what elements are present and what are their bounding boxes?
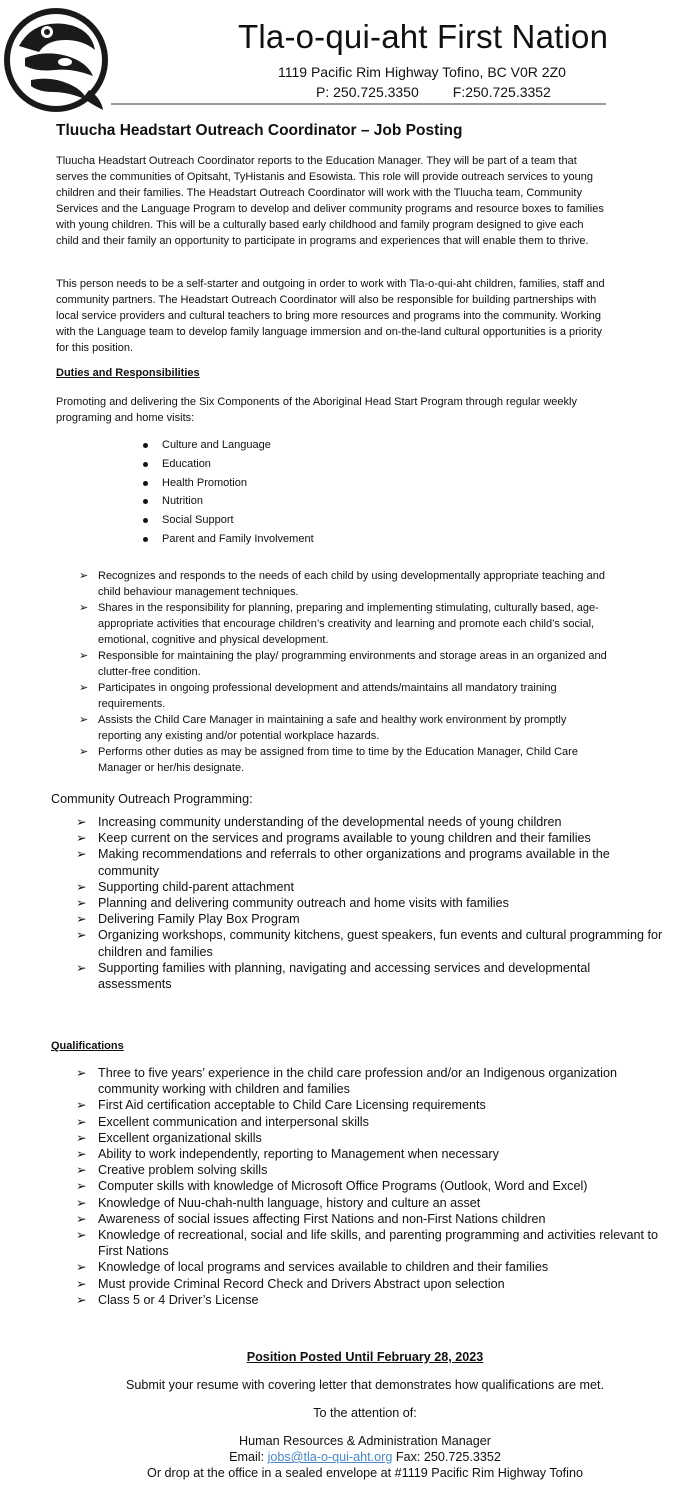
duties-intro: Promoting and delivering the Six Components of the Aboriginal Head Start Program through regular weekly programing and home visits:: [56, 396, 577, 424]
list-item: [76, 1178, 666, 1194]
list-item: [76, 1162, 666, 1178]
list-item-text: Participates in ongoing professional development and attends/maintains all mandatory training requirements.: [98, 682, 557, 710]
list-item: [76, 830, 666, 846]
list-item-text: Supporting child-parent attachment: [98, 879, 295, 894]
arrowhead-bullet-icon: ➢: [79, 570, 89, 582]
list-item: [76, 814, 666, 830]
list-item-text: Class 5 or 4 Driver’s License: [98, 1292, 259, 1307]
qualifications-heading: Qualifications: [51, 1040, 124, 1052]
duties-heading: Duties and Responsibilities: [56, 367, 200, 379]
list-item: [76, 1065, 666, 1097]
arrowhead-bullet-icon: ➢: [79, 602, 89, 614]
email-label: Email:: [229, 1450, 265, 1464]
arrowhead-bullet-icon: ➢: [76, 879, 87, 894]
arrowhead-bullet-icon: ➢: [76, 1147, 87, 1162]
arrowhead-bullet-icon: ➢: [76, 912, 87, 927]
list-item: [76, 1259, 666, 1275]
arrowhead-bullet-icon: ➢: [76, 1098, 87, 1113]
list-item: [79, 568, 609, 600]
list-item: [76, 960, 666, 992]
org-contact: [316, 84, 585, 100]
list-item: [76, 895, 666, 911]
intro-paragraph-1: Tluucha Headstart Outreach Coordinator reports to the Education Manager. They will be part of a team that serves the communities of Opitsaht, TyHistanis and Esowista. This role will provide outreach services to young children and their families. The Headstart Outreach Coordinator will work with the Tluucha team, Community Services and the Language Program to develop and deliver community programs and resource boxes to families with young children. This will be a culturally based early childhood and family program designed to give each child and their family an opportunity to participate in programs and experiences that will enable them to thrive.: [56, 155, 604, 247]
contact-line: [0, 1450, 675, 1464]
arrowhead-bullet-icon: ➢: [76, 831, 87, 846]
arrowhead-bullet-icon: ➢: [76, 1276, 87, 1291]
arrowhead-bullet-icon: ➢: [76, 896, 87, 911]
org-phone: P: 250.725.3350: [316, 84, 419, 100]
list-item: Health Promotion: [140, 474, 314, 493]
list-item-text: First Aid certification acceptable to Child Care Licensing requirements: [98, 1098, 486, 1113]
job-title: Tluucha Headstart Outreach Coordinator – Job Posting: [56, 122, 463, 139]
submission-instructions: Submit your resume with covering letter that demonstrates how qualifications are met.: [125, 1378, 605, 1392]
org-address: 1119 Pacific Rim Highway Tofino, BC V0R 2Z0: [278, 64, 566, 80]
list-item-text: Delivering Family Play Box Program: [98, 912, 300, 927]
list-item-text: Must provide Criminal Record Check and Drivers Abstract upon selection: [98, 1276, 505, 1291]
arrowhead-bullet-icon: ➢: [76, 1292, 87, 1307]
arrowhead-bullet-icon: ➢: [76, 1130, 87, 1145]
list-item-text: Planning and delivering community outreach and home visits with families: [98, 896, 509, 911]
arrowhead-bullet-icon: ➢: [76, 960, 87, 975]
email-link[interactable]: jobs@tla-o-qui-aht.org: [267, 1450, 393, 1464]
list-item: [76, 1227, 666, 1259]
list-item-text: Shares in the responsibility for planning, preparing and implementing stimulating, culturally based, age-appropriate activities that encourage children’s creativity and learning and promote each child’s social, emotional, cognitive and physical development.: [98, 602, 599, 646]
arrowhead-bullet-icon: ➢: [76, 815, 87, 829]
list-item: Culture and Language: [140, 436, 314, 455]
list-item: [79, 600, 609, 648]
arrowhead-bullet-icon: ➢: [76, 1211, 87, 1226]
list-item: [76, 1292, 666, 1308]
drop-off-instructions: Or drop at the office in a sealed envelope at #1119 Pacific Rim Highway Tofino: [147, 1466, 583, 1480]
list-item-text: Excellent organizational skills: [98, 1130, 262, 1145]
arrowhead-bullet-icon: ➢: [76, 1179, 87, 1194]
logo-icon: [3, 6, 109, 114]
arrowhead-bullet-icon: ➢: [76, 1195, 87, 1210]
list-item: [76, 1114, 666, 1130]
arrowhead-bullet-icon: ➢: [79, 650, 89, 662]
org-fax: F:250.725.3352: [452, 84, 551, 100]
list-item: [76, 1195, 666, 1211]
list-item-text: Recognizes and responds to the needs of each child by using developmentally appropriate teaching and child behaviour management techniques.: [98, 570, 605, 598]
posting-deadline: Position Posted Until February 28, 2023: [246, 1350, 484, 1364]
duties-list: [79, 568, 609, 776]
list-item-text: Responsible for maintaining the play/ programming environments and storage areas in an organized and clutter-free condition.: [98, 650, 607, 678]
arrowhead-bullet-icon: ➢: [76, 1228, 87, 1243]
list-item: Parent and Family Involvement: [140, 530, 314, 549]
recipient-title: Human Resources & Administration Manager: [239, 1434, 491, 1448]
list-item-text: Three to five years’ experience in the child care profession and/or an Indigenous organization community working with children and families: [98, 1066, 617, 1097]
list-item: [76, 1146, 666, 1162]
list-item-text: Creative problem solving skills: [98, 1163, 268, 1178]
arrowhead-bullet-icon: ➢: [79, 682, 89, 694]
list-item: [76, 911, 666, 927]
fax-text: Fax: 250.725.3352: [395, 1450, 501, 1464]
list-item-text: Making recommendations and referrals to other organizations and programs available in the community: [98, 847, 610, 878]
list-item: [76, 927, 666, 959]
list-item: [79, 712, 609, 744]
arrowhead-bullet-icon: ➢: [76, 847, 87, 862]
list-item: Nutrition: [140, 492, 314, 511]
list-item-text: Knowledge of local programs and services available to children and their families: [98, 1260, 549, 1275]
list-item: [76, 1097, 666, 1113]
list-item-text: Ability to work independently, reporting to Management when necessary: [98, 1147, 499, 1162]
list-item-text: Awareness of social issues affecting First Nations and non-First Nations children: [98, 1211, 546, 1226]
list-item: [76, 846, 666, 878]
list-item-text: Computer skills with knowledge of Microsoft Office Programs (Outlook, Word and Excel): [98, 1179, 588, 1194]
list-item-text: Supporting families with planning, navigating and accessing services and developmental assessments: [98, 960, 591, 992]
list-item-text: Increasing community understanding of the developmental needs of young children: [98, 815, 562, 829]
outreach-heading: Community Outreach Programming:: [51, 792, 253, 806]
list-item-text: Assists the Child Care Manager in maintaining a safe and healthy work environment by promptly reporting any existing and/or potential workplace hazards.: [98, 714, 567, 742]
list-item-text: Excellent communication and interpersonal skills: [98, 1114, 369, 1129]
arrowhead-bullet-icon: ➢: [76, 1066, 87, 1080]
list-item: [79, 680, 609, 712]
list-item-text: Organizing workshops, community kitchens, guest speakers, fun events and cultural programming for children and families: [98, 928, 663, 959]
org-name: Tla-o-qui-aht First Nation: [238, 18, 609, 55]
list-item: Social Support: [140, 511, 314, 530]
list-item: [79, 648, 609, 680]
list-item: Education: [140, 455, 314, 474]
list-item: [79, 744, 609, 776]
outreach-list: [76, 814, 666, 992]
intro-paragraph-2: This person needs to be a self-starter and outgoing in order to work with Tla-o-qui-aht children, families, staff and community partners. The Headstart Outreach Coordinator will also be responsible for building partnerships with local service providers and cultural teachers to bring more resources and programs into the community. Working with the Language team to develop family language immersion and on-the-land cultural opportunities is a priority for this position.: [56, 278, 605, 354]
list-item-text: Knowledge of recreational, social and life skills, and parenting programming and activities relevant to First Nations: [98, 1228, 659, 1259]
arrowhead-bullet-icon: ➢: [76, 1114, 87, 1129]
header-divider: [111, 103, 606, 105]
list-item: [76, 1211, 666, 1227]
list-item: [76, 879, 666, 895]
attention-line: To the attention of:: [313, 1406, 417, 1420]
list-item-text: Knowledge of Nuu-chah-nulth language, history and culture an asset: [98, 1195, 481, 1210]
arrowhead-bullet-icon: ➢: [76, 928, 87, 943]
qualifications-list: [76, 1065, 666, 1308]
list-item: [76, 1130, 666, 1146]
program-components-list: [140, 436, 314, 549]
list-item: [76, 1276, 666, 1292]
list-item-text: Keep current on the services and programs available to young children and their families: [98, 831, 591, 846]
arrowhead-bullet-icon: ➢: [79, 714, 89, 726]
arrowhead-bullet-icon: ➢: [76, 1260, 87, 1275]
arrowhead-bullet-icon: ➢: [76, 1163, 87, 1178]
arrowhead-bullet-icon: ➢: [79, 746, 89, 758]
list-item-text: Performs other duties as may be assigned from time to time by the Education Manager, Child Care Manager or her/his designate.: [98, 746, 578, 774]
